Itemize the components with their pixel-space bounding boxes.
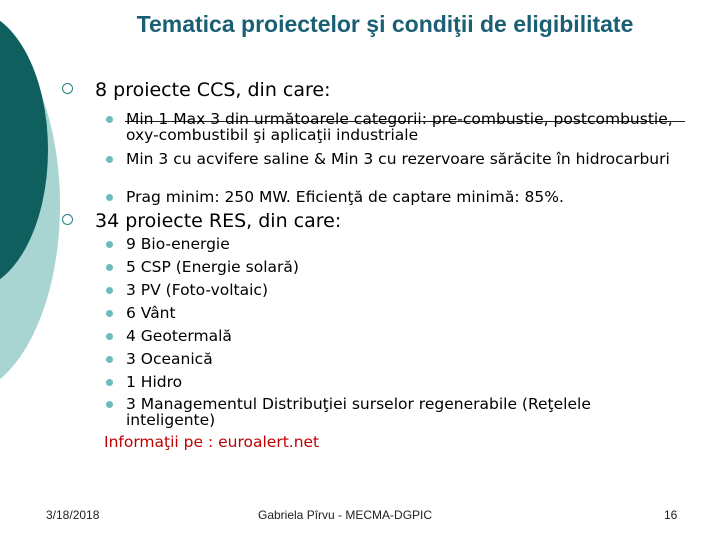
list-item-text: 5 CSP (Energie solară)	[126, 258, 299, 276]
bullet-dot-icon	[106, 379, 113, 386]
list-item-text: Prag minim: 250 MW. Eficienţă de captare minimă: 85%.	[126, 188, 564, 206]
bullet-dot-icon	[106, 156, 113, 163]
list-item-text: 1 Hidro	[126, 373, 183, 391]
bullet-dot-icon	[106, 401, 113, 408]
list-item-text: Min 1 Max 3 din următoarele categorii: pre-combustie, postcombustie, oxy-combustibil şi aplicaţii industriale	[126, 110, 673, 144]
list-item-text: Min 3 cu acvifere saline & Min 3 cu rezervoare sărăcite în hidrocarburi	[126, 150, 670, 168]
footer-date: 3/18/2018	[46, 508, 100, 522]
hollow-circle-bullet-icon	[62, 83, 73, 94]
hollow-circle-bullet-icon	[62, 214, 73, 225]
section-heading: 34 proiecte RES, din care:	[95, 210, 342, 232]
decorative-side-shapes	[0, 0, 60, 540]
bullet-dot-icon	[106, 264, 113, 271]
list-item-text: 6 Vânt	[126, 304, 176, 322]
section-heading: 8 proiecte CCS, din care:	[95, 79, 331, 101]
list-item-text: 4 Geotermală	[126, 327, 232, 345]
list-item-text: 3 Managementul Distribuţiei surselor regenerabile (Reţelele inteligente)	[126, 395, 591, 429]
slide-title: Tematica proiectelor şi condiţii de eligibilitate	[136, 11, 634, 37]
bullet-dot-icon	[106, 194, 113, 201]
bullet-dot-icon	[106, 241, 113, 248]
bullet-dot-icon	[106, 356, 113, 363]
info-link-text: Informaţii pe : euroalert.net	[104, 433, 320, 451]
bullet-dot-icon	[106, 116, 113, 123]
list-item-text: 3 PV (Foto-voltaic)	[126, 281, 268, 299]
bullet-dot-icon	[106, 287, 113, 294]
bullet-dot-icon	[106, 333, 113, 340]
footer-page-number: 16	[664, 508, 678, 522]
list-item-text: 3 Oceanică	[126, 350, 213, 368]
footer-author: Gabriela Pîrvu - MECMA-DGPIC	[258, 508, 433, 522]
list-item-text: 9 Bio-energie	[126, 235, 230, 253]
bullet-dot-icon	[106, 310, 113, 317]
